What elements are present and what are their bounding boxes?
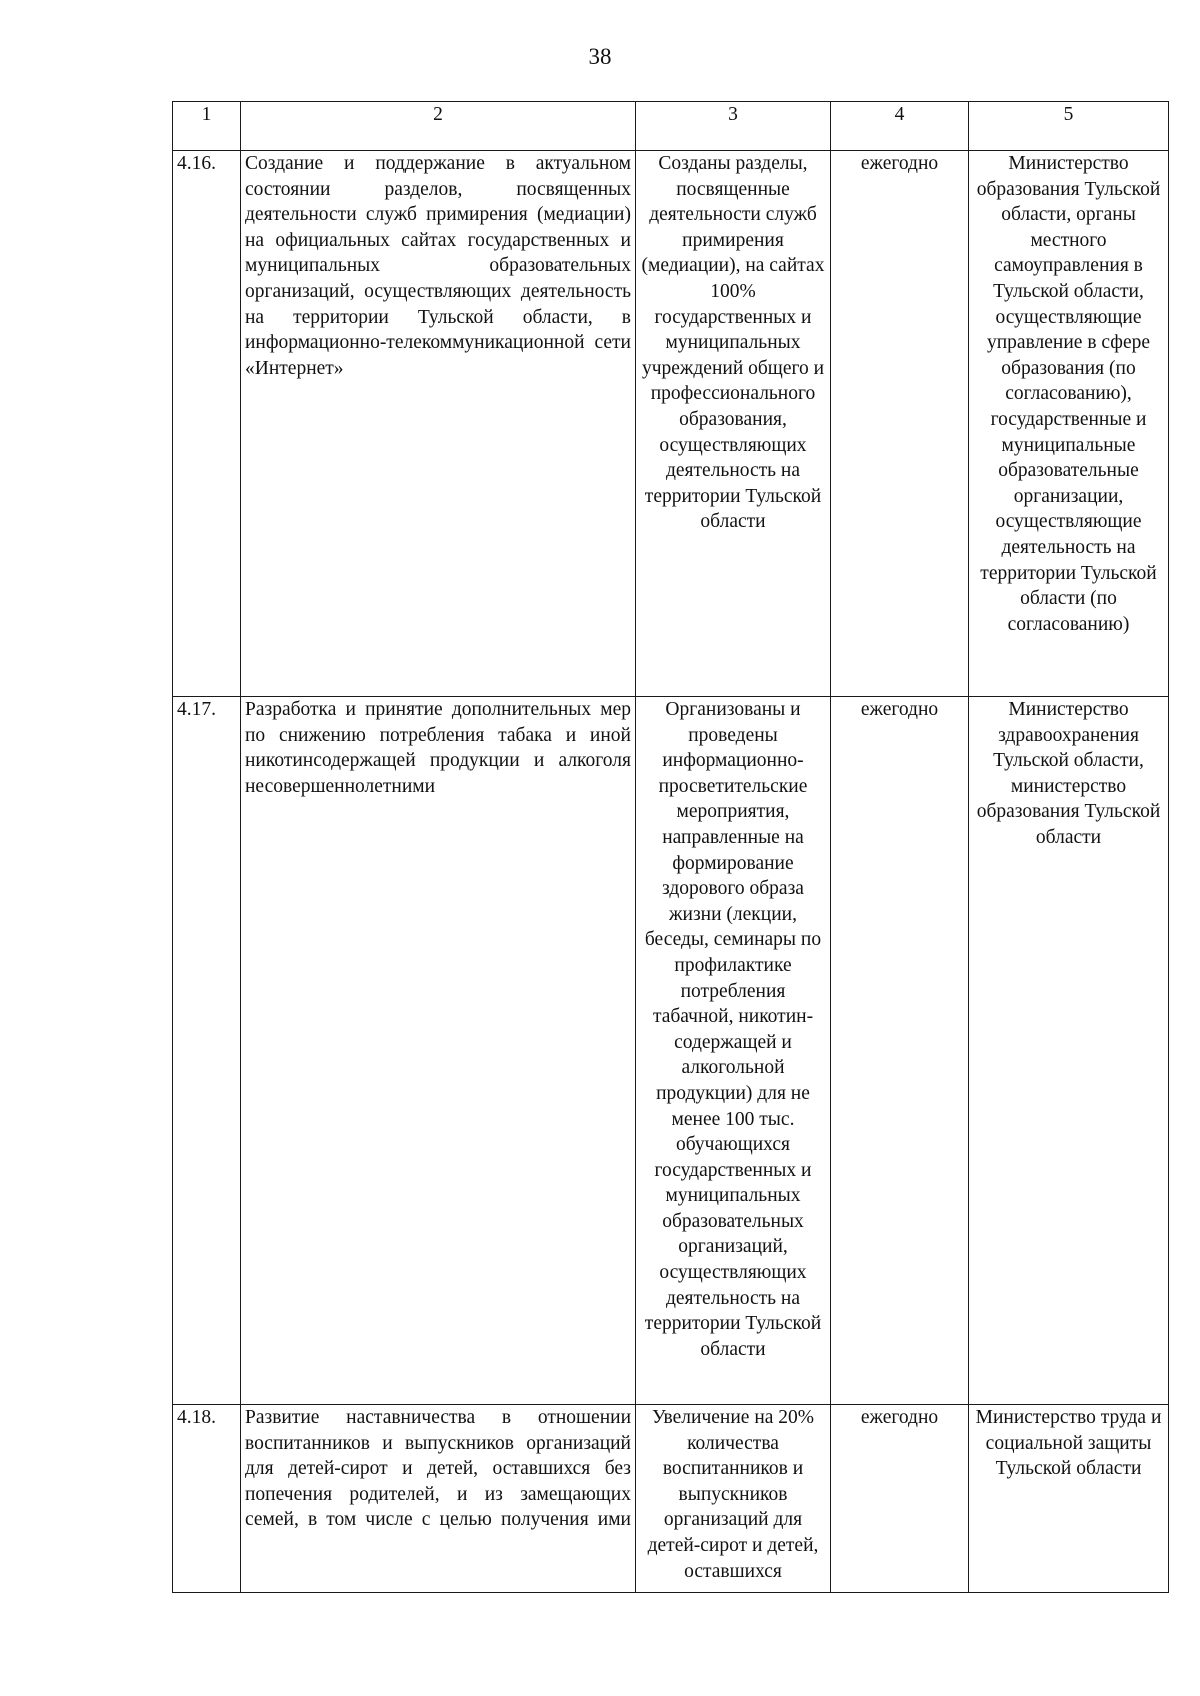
measure-description: Разработка и принятие дополнительных мер по снижению потребления табака и иной никотинсодержащей продукции и алкоголя несовершеннолетними [241, 697, 636, 1405]
item-number: 4.18. [173, 1405, 241, 1593]
column-header: 1 [173, 102, 241, 151]
expected-result: Созданы разделы, посвященные деятельности служб примирения (медиации), на сайтах 100% государственных и муниципальных учреждений общего и профессионального образования, осуществляющих деятельность на территории Тульской области [636, 151, 831, 697]
measures-table [172, 101, 1169, 1593]
table-row [173, 151, 1169, 697]
measure-description: Создание и поддержание в актуальном состоянии разделов, посвященных деятельности служб примирения (медиации) на официальных сайтах государственных и муниципальных образовательных организаций, осуществляющих деятельность на территории Тульской области, в информационно-телекоммуникационной сети «Интернет» [241, 151, 636, 697]
column-header: 3 [636, 102, 831, 151]
responsible-executors: Министерство здравоохранения Тульской области, министерство образования Тульской области [969, 697, 1169, 1405]
item-number: 4.16. [173, 151, 241, 697]
expected-result: Увеличение на 20% количества воспитанников и выпускников организаций для детей-сирот и детей, оставшихся [636, 1405, 831, 1593]
measure-description: Развитие наставничества в отношении воспитанников и выпускников организаций для детей-сирот и детей, оставшихся без попечения родителей, и из замещающих семей, в том числе с целью получения ими [241, 1405, 636, 1593]
column-header: 2 [241, 102, 636, 151]
expected-result: Организованы и проведены информационно-просветительские мероприятия, направленные на формирование здорового образа жизни (лекции, беседы, семинары по профилактике потребления табачной, никотин-содержащей и алкогольной продукции) для не менее 100 тыс. обучающихся государственных и муниципальных образовательных организаций, осуществляющих деятельность на территории Тульской области [636, 697, 831, 1405]
item-number: 4.17. [173, 697, 241, 1405]
responsible-executors: Министерство образования Тульской области, органы местного самоуправления в Тульской области, осуществляющие управление в сфере образования (по согласованию), государственные и муниципальные образовательные организации, осуществляющие деятельность на территории Тульской области (по согласованию) [969, 151, 1169, 697]
responsible-executors: Министерство труда и социальной защиты Тульской области [969, 1405, 1169, 1593]
column-header: 4 [831, 102, 969, 151]
column-header: 5 [969, 102, 1169, 151]
page-number: 38 [588, 44, 612, 69]
implementation-term: ежегодно [831, 697, 969, 1405]
implementation-term: ежегодно [831, 151, 969, 697]
table-row [173, 697, 1169, 1405]
implementation-term: ежегодно [831, 1405, 969, 1593]
table-header-row [173, 102, 1169, 151]
table-row [173, 1405, 1169, 1593]
